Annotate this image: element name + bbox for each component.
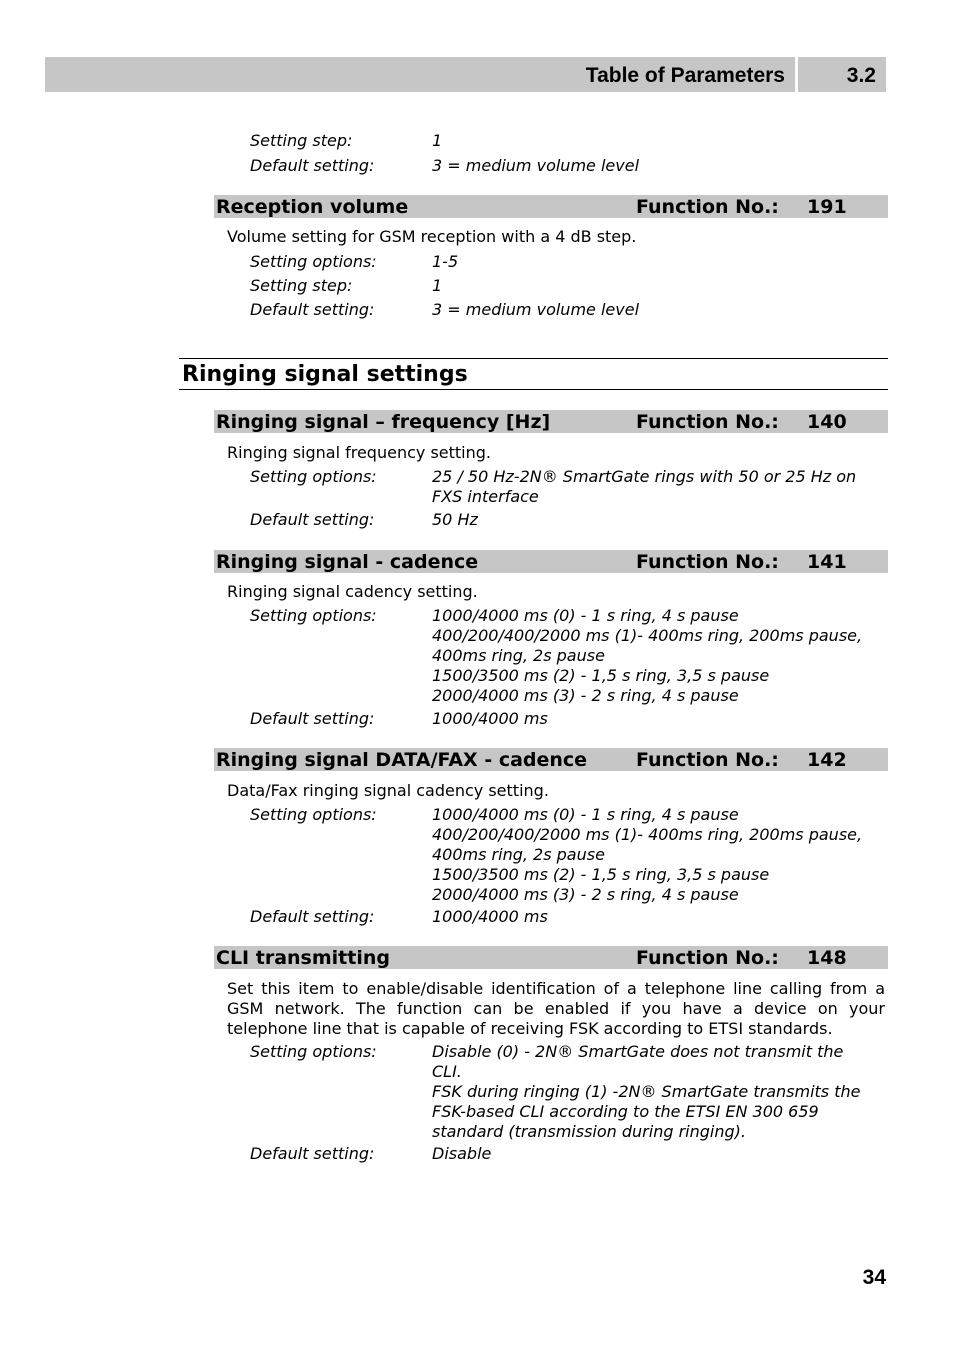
option-line: 1500/3500 ms (2) - 1,5 s ring, 3,5 s pause bbox=[432, 865, 770, 884]
parameter-header-reception-volume bbox=[214, 195, 888, 218]
param-label: Default setting: bbox=[250, 300, 375, 319]
function-label: Function No.: bbox=[636, 551, 779, 573]
parameter-description: Set this item to enable/disable identification of a telephone line calling from a GSM network. The function can be enabled if you have a device on your telephone line that is capable of receiving FSK according to ETSI standards. bbox=[227, 979, 885, 1038]
parameter-title: CLI transmitting bbox=[216, 947, 390, 969]
param-value: 1 bbox=[432, 276, 443, 295]
parameter-title: Ringing signal DATA/FAX - cadence bbox=[216, 749, 588, 771]
param-options bbox=[432, 606, 882, 706]
option-line: 400ms ring, 2s pause bbox=[432, 646, 605, 665]
function-number: 142 bbox=[807, 749, 847, 771]
param-label: Default setting: bbox=[250, 907, 375, 926]
section-heading-text: Ringing signal settings bbox=[182, 362, 468, 387]
param-label: Default setting: bbox=[250, 1144, 375, 1163]
function-label: Function No.: bbox=[636, 411, 779, 433]
parameter-description: Ringing signal frequency setting. bbox=[227, 443, 491, 462]
param-value: 1000/4000 ms bbox=[432, 907, 548, 926]
param-label: Setting options: bbox=[250, 252, 377, 271]
page-number: 34 bbox=[862, 1266, 886, 1289]
param-value: 3 = medium volume level bbox=[432, 300, 640, 319]
option-line: FSK-based CLI according to the ETSI EN 300 659 bbox=[432, 1102, 819, 1121]
option-line: FSK during ringing (1) -2N® SmartGate transmits the bbox=[432, 1082, 861, 1101]
option-line: 2000/4000 ms (3) - 2 s ring, 4 s pause bbox=[432, 686, 739, 705]
function-label: Function No.: bbox=[636, 947, 779, 969]
option-line: 400ms ring, 2s pause bbox=[432, 845, 605, 864]
option-line: 400/200/400/2000 ms (1)- 400ms ring, 200ms pause, bbox=[432, 626, 863, 645]
param-options bbox=[432, 467, 882, 507]
param-label: Setting step: bbox=[250, 276, 353, 295]
page-header-title: Table of Parameters bbox=[45, 57, 795, 92]
option-line: 400/200/400/2000 ms (1)- 400ms ring, 200ms pause, bbox=[432, 825, 863, 844]
param-value: 1 bbox=[432, 131, 443, 150]
parameter-title: Ringing signal – frequency [Hz] bbox=[216, 411, 551, 433]
parameter-description: Ringing signal cadency setting. bbox=[227, 582, 478, 601]
option-line: 25 / 50 Hz-2N® SmartGate rings with 50 or 25 Hz on bbox=[432, 467, 857, 486]
option-line: 1000/4000 ms (0) - 1 s ring, 4 s pause bbox=[432, 805, 739, 824]
function-number: 141 bbox=[807, 551, 847, 573]
param-label: Default setting: bbox=[250, 156, 375, 175]
parameter-description: Volume setting for GSM reception with a 4 dB step. bbox=[227, 227, 637, 246]
function-number: 140 bbox=[807, 411, 847, 433]
param-value: 1000/4000 ms bbox=[432, 709, 548, 728]
parameter-header-fax-cadence bbox=[214, 748, 888, 771]
function-number: 191 bbox=[807, 196, 847, 218]
parameter-header-cli bbox=[214, 946, 888, 969]
param-label: Default setting: bbox=[250, 709, 375, 728]
option-line: 1500/3500 ms (2) - 1,5 s ring, 3,5 s pause bbox=[432, 666, 770, 685]
option-line: Disable (0) - 2N® SmartGate does not transmit the bbox=[432, 1042, 844, 1061]
parameter-description: Data/Fax ringing signal cadency setting. bbox=[227, 781, 549, 800]
option-line: CLI. bbox=[432, 1062, 462, 1081]
param-label: Setting step: bbox=[250, 131, 353, 150]
option-line: 2000/4000 ms (3) - 2 s ring, 4 s pause bbox=[432, 885, 739, 904]
parameter-title: Reception volume bbox=[216, 196, 409, 218]
param-value: Disable bbox=[432, 1144, 492, 1163]
param-options bbox=[432, 1042, 882, 1142]
option-line: standard (transmission during ringing). bbox=[432, 1122, 746, 1141]
option-line: FXS interface bbox=[432, 487, 539, 506]
parameter-header-cadence bbox=[214, 550, 888, 573]
parameter-title: Ringing signal - cadence bbox=[216, 551, 479, 573]
function-label: Function No.: bbox=[636, 749, 779, 771]
param-label: Setting options: bbox=[250, 805, 377, 824]
param-value: 1-5 bbox=[432, 252, 459, 271]
param-label: Setting options: bbox=[250, 1042, 377, 1061]
param-label: Setting options: bbox=[250, 606, 377, 625]
function-number: 148 bbox=[807, 947, 847, 969]
option-line: 1000/4000 ms (0) - 1 s ring, 4 s pause bbox=[432, 606, 739, 625]
section-number: 3.2 bbox=[798, 57, 886, 92]
param-value: 50 Hz bbox=[432, 510, 478, 529]
param-value: 3 = medium volume level bbox=[432, 156, 640, 175]
param-options bbox=[432, 805, 882, 905]
section-heading bbox=[179, 358, 888, 390]
param-label: Setting options: bbox=[250, 467, 377, 486]
parameter-header-frequency bbox=[214, 410, 888, 433]
param-label: Default setting: bbox=[250, 510, 375, 529]
function-label: Function No.: bbox=[636, 196, 779, 218]
